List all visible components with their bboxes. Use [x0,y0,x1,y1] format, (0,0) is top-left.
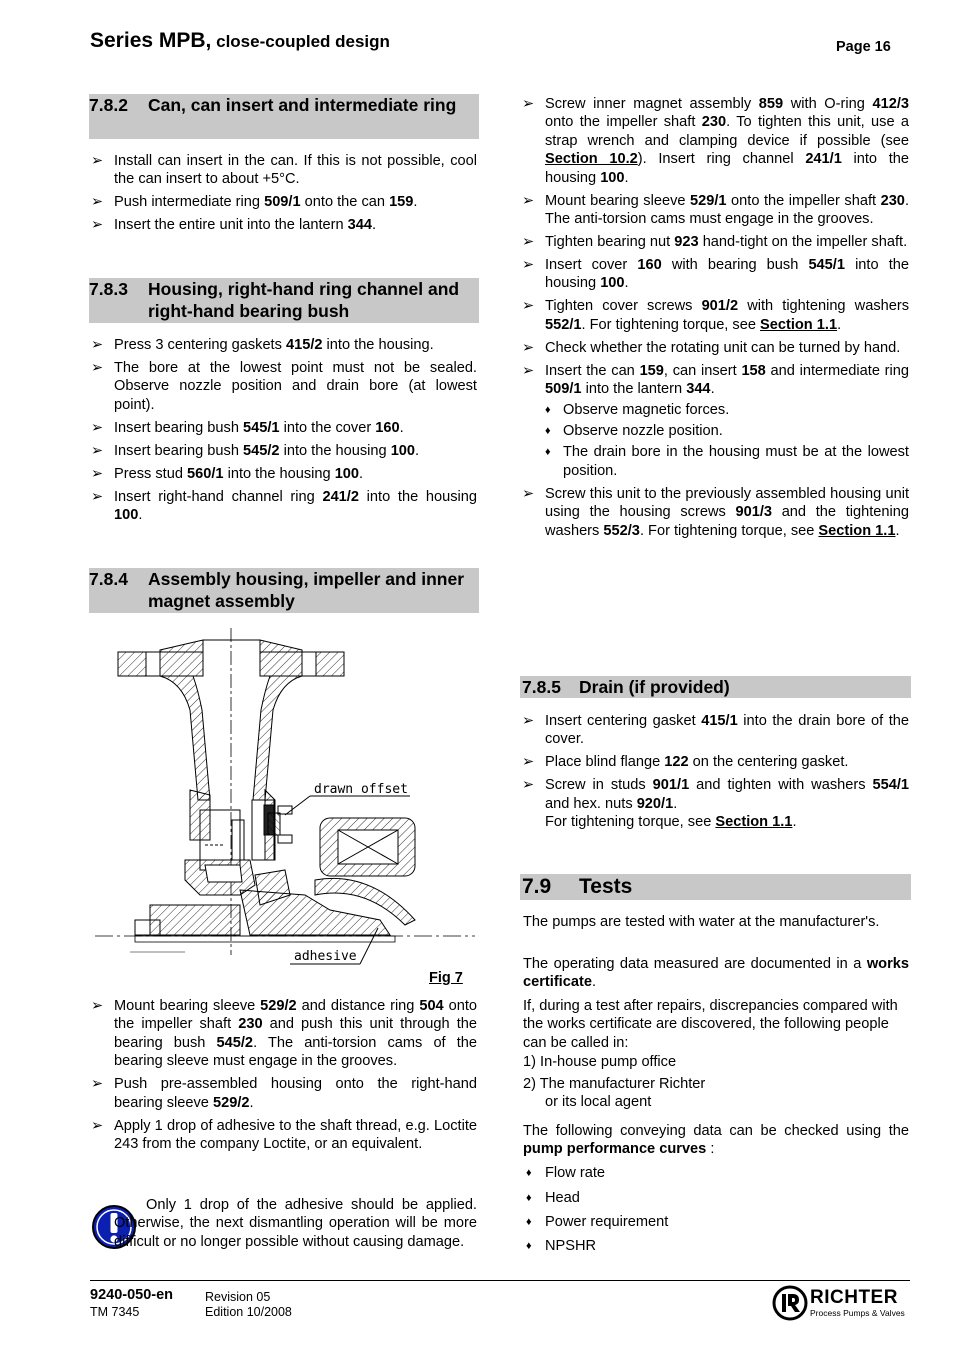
section-number: 7.8.2 [89,95,128,115]
list-item: ➢ Press stud 560/1 into the housing 100. [91,465,364,482]
list-7-8-2 [91,152,477,239]
list-item: ➢ Insert the can 159, can insert 158 and intermediate ring 509/1 into the lantern 344. ♦ Observe magnetic forces. ♦ Observe nozzle position. ♦ The drain bore in the housing must be at the lowest position. [522,362,910,479]
list-item: ➢ Push intermediate ring 509/1 onto the can 159. [91,194,418,211]
contact-item-1: 1) In-house pump office [523,1054,677,1070]
series-design: close-coupled design [211,32,390,51]
list-item: ➢ Check whether the rotating unit can be turned by hand. [522,339,901,356]
label-drawn-offset: drawn offset [314,782,408,797]
sub-list-item: ♦ The drain bore in the housing must be at the lowest position. [545,444,909,479]
footer-divider [90,1280,910,1281]
section-7-8-2-heading [89,94,479,139]
section-7-8-5-heading [520,676,911,698]
adhesive-note: Only 1 drop of the adhesive should be applied. Otherwise, the next dismantling operation will be more difficult or no longer possible without causing damage. [114,1197,477,1250]
list-item: ➢ Screw in studs 901/1 and tighten with washers 554/1 and hex. nuts 920/1. For tightening torque, see Section 1.1. [522,777,909,831]
list-item: ➢ Place blind flange 122 on the centering gasket. [522,754,849,771]
list-item: ➢ Press 3 centering gaskets 415/2 into the housing. [91,337,434,353]
logo-wordmark: RICHTER [810,1287,898,1308]
label-adhesive: adhesive [294,949,357,964]
list-item: ➢ Insert cover 160 with bearing bush 545/1 into the housing 100. [522,257,909,292]
document-number: 9240-050-en [90,1287,174,1303]
tests-discrepancies: If, during a test after repairs, discrepancies compared with the works certificate are discovered, the following people can be called in: [523,998,898,1051]
list-7-8-4-continued [522,95,909,545]
section-number: 7.8.4 [89,569,128,589]
data-item-npshr: NPSHR [545,1238,597,1254]
data-item-head: Head [545,1190,580,1206]
series-name: Series MPB, [90,29,212,52]
diamond-bullet-icon: ♦ [526,1167,532,1179]
diamond-bullet-icon: ♦ [526,1192,532,1204]
list-item: ➢ Push pre-assembled housing onto the right-hand bearing sleeve 529/2. [91,1076,477,1111]
tests-performance-curves: The following conveying data can be checked using the pump performance curves : [523,1123,909,1158]
section-title: Tests [579,875,633,898]
data-item-power: Power requirement [545,1214,669,1230]
section-7-8-3-heading [89,278,479,323]
section-number: 7.8.3 [89,279,128,299]
list-item: ➢ Screw inner magnet assembly 859 with O-ring 412/3 onto the impeller shaft 230. To tighten this unit, use a strap wrench and clamping device if possible (see Section 10.2). Insert ring channel 241/1 into the housing 100. [522,96,910,186]
list-item: ➢ Insert right-hand channel ring 241/2 into the housing 100. [91,488,478,524]
section-title: Drain (if provided) [579,677,730,697]
sub-list-item: ♦ Observe nozzle position. [545,423,723,440]
data-item-flow-rate: Flow rate [545,1165,606,1181]
assembly-cross-section-drawing [90,620,480,970]
list-item: ➢ Tighten cover screws 901/2 with tightening washers 552/1. For tightening torque, see Section 1.1. [522,298,909,333]
list-item: ➢ The bore at the lowest point must not be sealed. Observe nozzle position and drain bore (at lowest point). [91,360,477,413]
list-item: ➢ Tighten bearing nut 923 hand-tight on the impeller shaft. [522,234,908,251]
section-7-8-4-heading [89,568,479,613]
list-item: ➢ Insert bearing bush 545/1 into the cover 160. [91,419,404,436]
sub-list-item: ♦ Observe magnetic forces. [545,401,730,418]
page-number: Page 16 [836,39,891,55]
section-number: 7.9 [522,875,552,898]
list-item: ➢ Install can insert in the can. If this is not possible, cool the can insert to about +5°C. [91,153,477,188]
tm-number: TM 7345 [90,1305,140,1319]
revision: Revision 05 [205,1290,271,1304]
logo-tagline: Process Pumps & Valves [810,1308,905,1318]
page-header-title [90,29,390,52]
sub-list [545,401,909,481]
list-item: ➢ Insert the entire unit into the lantern 344. [91,217,377,234]
section-number: 7.8.5 [522,677,561,697]
list-item: ➢ Insert centering gasket 415/1 into the drain bore of the cover. [522,713,909,748]
tests-intro: The pumps are tested with water at the manufacturer's. [523,914,880,930]
contact-item-2-detail: or its local agent [545,1094,652,1110]
list-item: ➢ Insert bearing bush 545/2 into the housing 100. [91,442,420,459]
section-7-9-heading [520,874,911,900]
edition: Edition 10/2008 [205,1305,292,1319]
list-item: ➢ Screw this unit to the previously assembled housing unit using the housing screws 901/3 and the tightening washers 552/3. For tightening torque, see Section 1.1. [522,485,910,539]
list-item: ➢ Mount bearing sleeve 529/1 onto the impeller shaft 230. The anti-torsion cams must engage in the grooves. [522,192,909,228]
list-7-8-5 [522,712,909,836]
section-title: Assembly housing, impeller and inner magnet assembly [148,569,465,611]
diamond-bullet-icon: ♦ [526,1240,532,1252]
richter-logo-icon [772,1285,808,1321]
section-title: Housing, right-hand ring channel and right-hand bearing bush [148,279,460,321]
list-7-8-4 [91,997,477,1158]
contact-item-2: 2) The manufacturer Richter [523,1076,706,1092]
section-title: Can, can insert and intermediate ring [148,95,457,115]
diamond-bullet-icon: ♦ [526,1216,532,1228]
list-item: ➢ Apply 1 drop of adhesive to the shaft thread, e.g. Loctite 243 from the company Loctite, or an equivalent. [91,1117,477,1153]
tests-works-certificate: The operating data measured are documented in a works certificate. [523,956,909,991]
list-item: ➢ Mount bearing sleeve 529/2 and distance ring 504 onto the impeller shaft 230 and push this unit through the bearing bush 545/2. The anti-torsion cams of the bearing sleeve must engage in the grooves. [91,998,477,1070]
figure-caption: Fig 7 [429,970,463,986]
list-7-8-3 [91,336,477,529]
richter-logo [772,1285,908,1321]
